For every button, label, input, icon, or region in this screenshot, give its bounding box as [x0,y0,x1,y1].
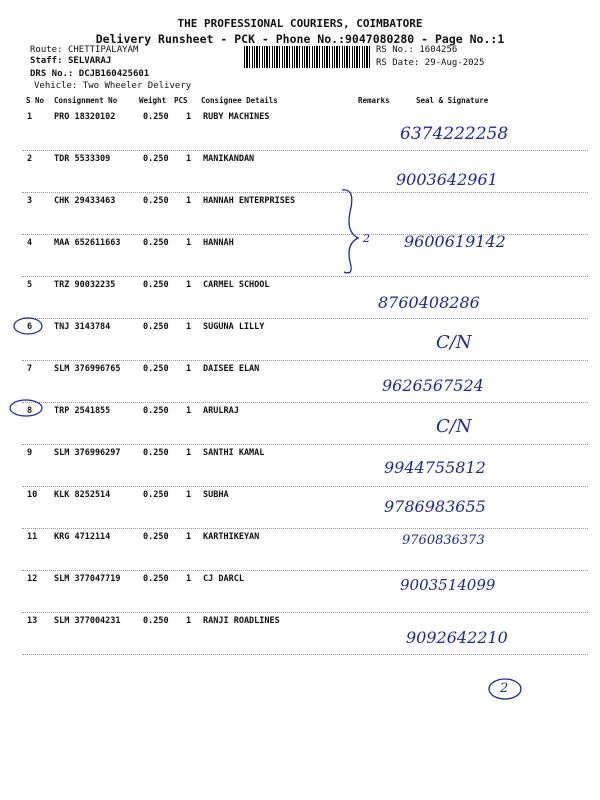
staff-line: Staff: SELVARAJ [30,56,112,66]
row-sno: 1 [27,112,33,122]
row-signature: 9626567524 [382,376,484,395]
row-consignee: HANNAH ENTERPRISES [203,196,296,206]
row-pcs: 1 [186,364,192,374]
row-sno: 6 [27,322,33,332]
row-6-circle [14,318,42,334]
row-weight: 0.250 [143,196,169,206]
row-sno: 5 [27,280,33,290]
row-consignee: HANNAH [203,238,234,248]
row-consignee: ARULRAJ [203,406,239,416]
row-consignment: TRP 2541855 [54,406,111,416]
row-consignee: CARMEL SCHOOL [203,280,270,290]
row-pcs: 1 [186,280,192,290]
row-consignment: SLM 376996297 [54,448,121,458]
row-consignee: SUBHA [203,490,229,500]
staff-value: SELVARAJ [67,56,112,66]
bracket-mark-label: 2 [363,232,370,245]
col-weight: Weight [139,96,167,105]
row-signature: 9003642961 [396,170,498,189]
row-consignment: TRZ 90032235 [54,280,116,290]
vehicle-line: Vehicle: Two Wheeler Delivery [34,81,192,91]
company-title: THE PROFESSIONAL COURIERS, COIMBATORE [177,17,423,30]
col-consignee: Consignee Details [201,96,278,105]
col-pcs: PCS [174,96,188,105]
row-signature: C/N [436,332,472,353]
route-line: Route: CHETTIPALAYAM [30,45,139,55]
row-weight: 0.250 [143,280,169,290]
rs-no-line: RS No.: 1604256 [376,45,458,55]
row-weight: 0.250 [143,322,169,332]
row-signature: 9760836373 [402,533,485,548]
row-pcs: 1 [186,112,192,122]
row-sno: 10 [27,490,38,500]
row-weight: 0.250 [143,238,169,248]
row-consignment: TNJ 3143784 [54,322,111,332]
row-consignee: CJ DARCL [203,574,244,584]
vehicle-value: Two Wheeler Delivery [82,81,192,91]
row-consignee: RUBY MACHINES [203,112,270,122]
row-sno: 9 [27,448,33,458]
row-weight: 0.250 [143,448,169,458]
row-signature: 9600619142 [404,232,506,251]
row-signature: 6374222258 [400,124,509,144]
row-weight: 0.250 [143,406,169,416]
row-consignee: DAISEE ELAN [203,364,260,374]
drs-value: DCJB160425601 [78,69,150,79]
row-consignment: KRG 4712114 [54,532,111,542]
row-consignment: TDR 5533309 [54,154,111,164]
row-weight: 0.250 [143,154,169,164]
row-consignee: RANJI ROADLINES [203,616,280,626]
row-weight: 0.250 [143,490,169,500]
drs-line: DRS No.: DCJB160425601 [30,69,150,79]
col-remarks: Remarks [358,96,390,105]
row-weight: 0.250 [143,112,169,122]
rs-date-line: RS Date: 29-Aug-2025 [376,58,485,68]
row-consignment: SLM 376996765 [54,364,121,374]
row-signature: 9003514099 [400,576,496,594]
rs-date-value: 29-Aug-2025 [424,58,485,68]
row-weight: 0.250 [143,532,169,542]
row-consignee: KARTHIKEYAN [203,532,260,542]
row-pcs: 1 [186,406,192,416]
row-sno: 4 [27,238,33,248]
row-8-circle [10,400,42,416]
row-sno: 12 [27,574,38,584]
footer-mark-label: 2 [500,681,509,696]
row-sno: 7 [27,364,33,374]
route-value: CHETTIPALAYAM [67,45,139,55]
row-consignee: SANTHI KAMAL [203,448,265,458]
row-signature: C/N [436,416,472,437]
row-consignment: SLM 377047719 [54,574,121,584]
row-consignee: SUGUNA LILLY [203,322,265,332]
row-pcs: 1 [186,574,192,584]
row-signature: 9786983655 [384,497,486,516]
row-pcs: 1 [186,616,192,626]
row-consignment: CHK 29433463 [54,196,116,206]
row-pcs: 1 [186,154,192,164]
row-pcs: 1 [186,196,192,206]
row-pcs: 1 [186,322,192,332]
row-signature: 9944755812 [384,458,486,477]
col-sno: S No [26,96,45,105]
row-consignment: MAA 652611663 [54,238,121,248]
col-consignment: Consignment No [54,96,118,105]
row-consignee: MANIKANDAN [203,154,255,164]
row-sno: 13 [27,616,38,626]
row-sno: 8 [27,406,33,416]
row-sno: 2 [27,154,33,164]
rs-no-value: 1604256 [419,45,458,55]
bracket-mark [342,190,358,273]
row-pcs: 1 [186,532,192,542]
row-consignment: SLM 377004231 [54,616,121,626]
row-signature: 8760408286 [378,293,480,312]
row-sno: 3 [27,196,33,206]
row-sno: 11 [27,532,38,542]
row-weight: 0.250 [143,574,169,584]
row-pcs: 1 [186,448,192,458]
col-seal-signature: Seal & Signature [416,96,489,105]
row-signature: 9092642210 [406,628,508,647]
row-weight: 0.250 [143,616,169,626]
row-pcs: 1 [186,490,192,500]
row-consignment: KLK 8252514 [54,490,111,500]
runsheet-subtitle: Delivery Runsheet - PCK - Phone No.:9047080280 - Page No.:1 [95,32,505,46]
row-consignment: PRO 18320102 [54,112,116,122]
row-weight: 0.250 [143,364,169,374]
row-pcs: 1 [186,238,192,248]
